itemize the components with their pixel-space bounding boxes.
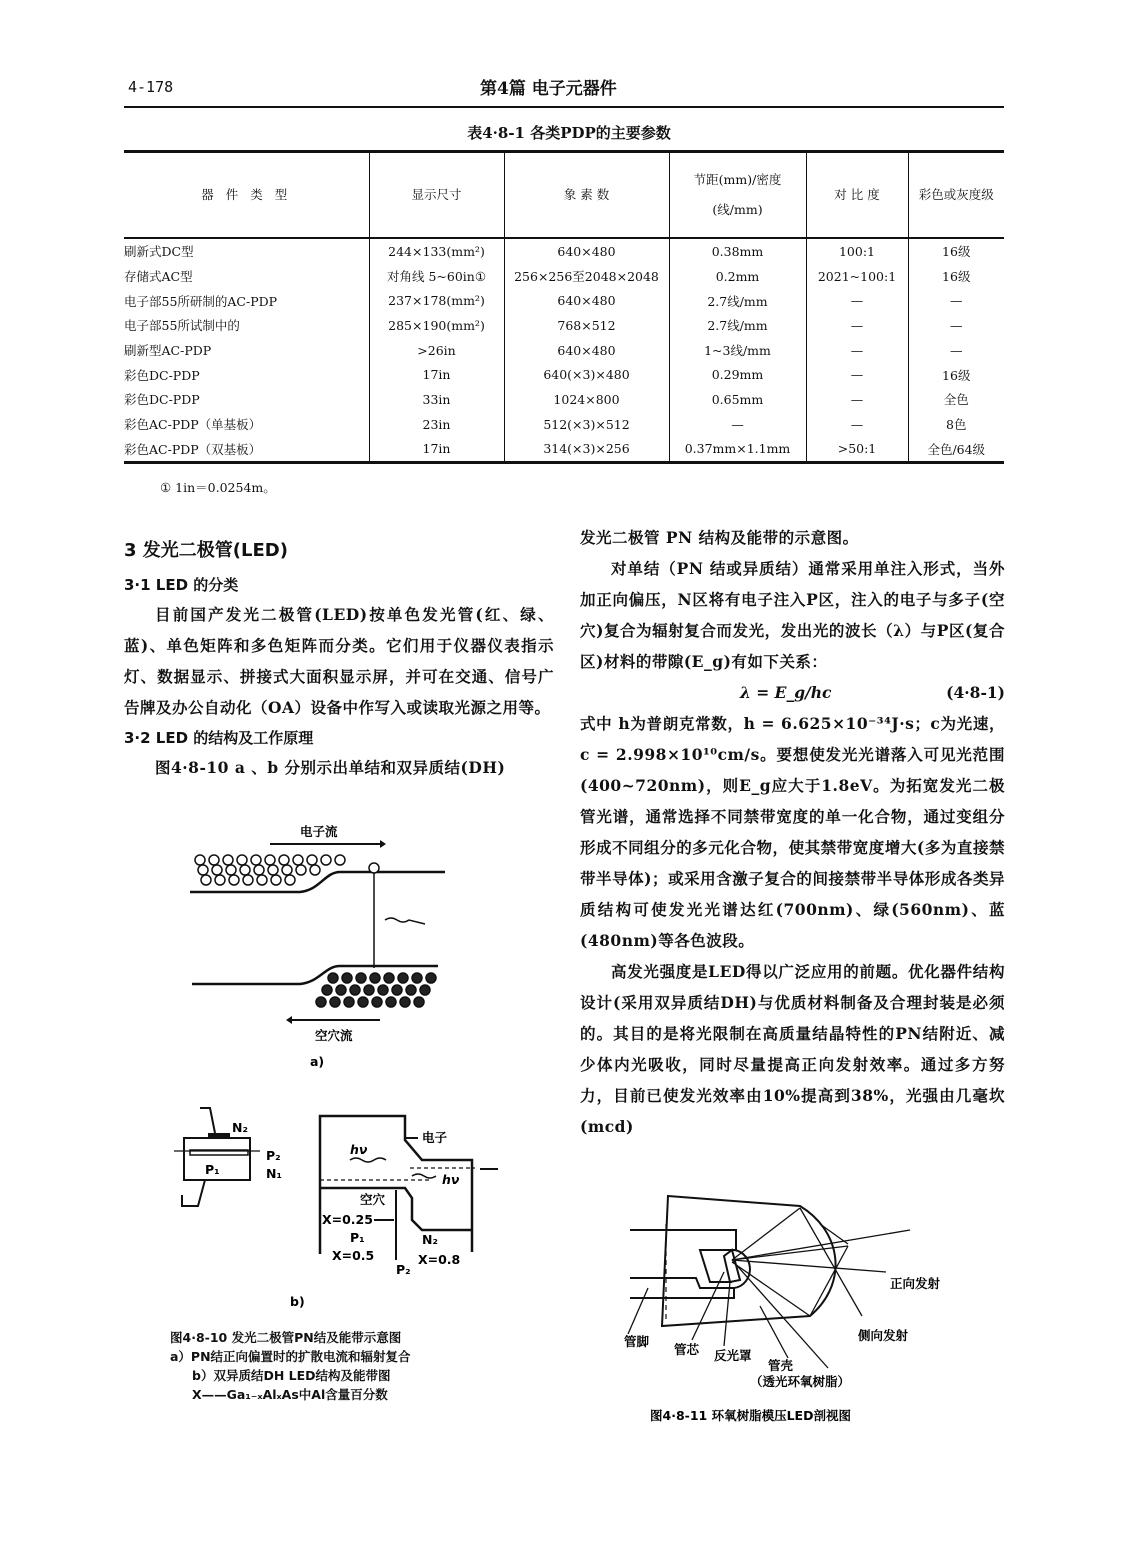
label-reflector: 反光罩 (714, 1348, 752, 1363)
col-pitch: 节距(mm)/密度 (线/mm) (669, 152, 806, 239)
carrier-dot (229, 875, 239, 885)
part-title: 第4篇 电子元器件 (480, 79, 617, 99)
table-cell: 0.65mm (669, 387, 806, 412)
carrier-dot (350, 985, 360, 995)
carrier-dot (240, 865, 250, 875)
carrier-dot (398, 973, 408, 983)
paragraph-led-classification: 目前国产发光二极管(LED)按单色发光管(红、绿、蓝)、单色矩阵和多色矩阵而分类。它们用于仪器仪表指示灯、数据显示、拼接式大面积显示屏，并可在交通、信号广告牌及办公自动化（OA）设备中作写入或读取光源之用等。 (124, 605, 554, 717)
table-row (124, 288, 1004, 313)
carrier-dot (384, 973, 394, 983)
label-p1-band: P₁ (350, 1230, 365, 1245)
table-cell: 244×133(mm²) (369, 238, 504, 264)
carrier-dot (336, 985, 346, 995)
carrier-dot (195, 855, 205, 865)
table-row (124, 238, 1004, 264)
carrier-dot (296, 865, 306, 875)
figure-4-8-10a-band-diagram (170, 810, 470, 1080)
electron-dots (195, 855, 379, 885)
table-cell: 640×480 (504, 338, 669, 363)
carrier-dot (344, 997, 354, 1007)
formula-expression: λ = E_g/hc (740, 683, 832, 702)
carrier-dot (370, 973, 380, 983)
table-cell: — (806, 288, 908, 313)
table-cell: 16级 (908, 362, 1004, 387)
paragraph-constants: 式中 h为普朗克常数，h = 6.625×10⁻³⁴J·s；c为光速，c = 2.998×10¹⁰cm/s。要想使发光光谱落入可见光范围(400~720nm)，则E_g应大于1.8eV。为拓宽发光二极管光谱，通常选择不同禁带宽度的单一化合物，通过变组分形成不同组分的多元化合物，使其禁带宽度增大(多为直接禁带半导体)；或采用含激子复合的间接禁带半导体形成各类异质结构可使发光光谱达红(700nm)、绿(560nm)、蓝(480nm)等各色波段。 (580, 714, 1005, 950)
table-cell: 640×480 (504, 238, 669, 264)
formula-4-8-1 (580, 677, 1005, 708)
table-cell: 314(×3)×256 (504, 437, 669, 463)
label-leads: 管脚 (624, 1334, 650, 1349)
table-cell: 17in (369, 362, 504, 387)
table-cell: 768×512 (504, 313, 669, 338)
photon-wave-icon (385, 918, 425, 924)
table-cell: 16级 (908, 264, 1004, 289)
pdp-parameters-table (124, 150, 1004, 464)
figure-4-8-10b-dh-structure (160, 1090, 520, 1320)
label-forward-emission: 正向发射 (890, 1276, 941, 1291)
label-n2-band: N₂ (422, 1232, 438, 1247)
carrier-dot (215, 875, 225, 885)
carrier-dot (237, 855, 247, 865)
carrier-dot (342, 973, 352, 983)
label-shell: 管壳 (768, 1358, 794, 1373)
figure-4-8-11-led-cross-section (600, 1180, 1020, 1430)
table-cell: 1024×800 (504, 387, 669, 412)
table-cell: 0.38mm (669, 238, 806, 264)
table-cell: 刷新式DC型 (124, 244, 194, 260)
table-cell: 2021~100:1 (806, 264, 908, 289)
hole-flow-label: 空穴流 (315, 1028, 353, 1043)
left-column (124, 530, 554, 783)
label-hv-1: hν (350, 1142, 368, 1157)
table-cell: — (806, 338, 908, 363)
table-cell: 0.37mm×1.1mm (669, 437, 806, 463)
table-cell: 存储式AC型 (124, 269, 193, 285)
label-n1: N₁ (266, 1166, 282, 1181)
label-hole: 空穴 (360, 1192, 386, 1207)
label-chip: 管芯 (674, 1342, 700, 1357)
carrier-dot (420, 985, 430, 995)
label-p2-band: P₂ (396, 1262, 411, 1277)
carrier-dot (282, 865, 292, 875)
carrier-dot (378, 985, 388, 995)
table-row (124, 313, 1004, 338)
label-p2: P₂ (266, 1148, 281, 1163)
table-cell: — (806, 362, 908, 387)
table-cell: >26in (369, 338, 504, 363)
light-rays (732, 1208, 910, 1368)
paragraph-luminous-intensity: 高发光强度是LED得以广泛应用的前题。优化器件结构设计(采用双异质结DH)与优质材料制备及合理封装是必须的。其目的是将光限制在高质量结晶特性的PN结附近、减少体内光吸收，同时尽量提高正向发射效率。通过多方努力，目前已使发光效率由10%提高到38%，光强由几毫坎(mcd) (580, 962, 1005, 1136)
table-cell: 640(×3)×480 (504, 362, 669, 387)
carrier-dot (372, 997, 382, 1007)
label-hv-2: hν (442, 1172, 460, 1187)
top-lead (200, 1108, 215, 1133)
paragraph-led-structure: 图4·8-10 a 、b 分别示出单结和双异质结(DH) (155, 758, 506, 777)
carrier-dot (364, 985, 374, 995)
table-cell: — (908, 338, 1004, 363)
carrier-dot (412, 973, 422, 983)
table-cell: 256×256至2048×2048 (504, 264, 669, 289)
col-gray-level: 彩色或灰度级 (908, 152, 1004, 239)
header-rule (124, 106, 1004, 108)
table-cell: 彩色AC-PDP（单基板） (124, 417, 262, 433)
table-cell: 全色/64级 (908, 437, 1004, 463)
label-p1: P₁ (205, 1162, 220, 1177)
carrier-dot (321, 855, 331, 865)
right-column (580, 522, 1005, 1142)
label-electron: 电子 (422, 1130, 448, 1145)
section-3-heading: 3 发光二极管(LED) (124, 540, 288, 561)
carrier-dot (226, 865, 236, 875)
col-pixels: 象 素 数 (504, 152, 669, 239)
section-3-1-heading: 3·1 LED 的分类 (124, 576, 239, 594)
carrier-dot (209, 855, 219, 865)
carrier-dot (212, 865, 222, 875)
table-cell: 237×178(mm²) (369, 288, 504, 313)
caption-line-b: b）双异质结DH LED结构及能带图 (192, 1368, 391, 1383)
table-cell: 刷新型AC-PDP (124, 343, 212, 359)
carrier-dot (356, 973, 366, 983)
label-x-05: X=0.5 (332, 1248, 375, 1263)
figure-b-label: b) (290, 1294, 305, 1309)
carrier-dot (328, 973, 338, 983)
carrier-dot (268, 865, 278, 875)
table-row (124, 387, 1004, 412)
table-cell: 全色 (908, 387, 1004, 412)
electron-flow-label: 电子流 (300, 824, 338, 839)
carrier-dot (254, 865, 264, 875)
label-side-emission: 侧向发射 (858, 1328, 909, 1343)
table-cell: — (806, 387, 908, 412)
table-cell: 电子部55所试制中的 (124, 318, 240, 334)
caption-title: 图4·8-10 发光二极管PN结及能带示意图 (170, 1330, 402, 1345)
table-cell: 2.7线/mm (669, 288, 806, 313)
col-contrast: 对 比 度 (806, 152, 908, 239)
table-cell: 1~3线/mm (669, 338, 806, 363)
table-cell: 彩色AC-PDP（双基板） (124, 441, 262, 457)
carrier-dot (322, 985, 332, 995)
table-cell: 电子部55所研制的AC-PDP (124, 293, 278, 309)
table-title: 表4·8-1 各类PDP的主要参数 (467, 124, 671, 142)
carrier-dot (293, 855, 303, 865)
table-cell: 彩色DC-PDP (124, 367, 200, 383)
carrier-dot (279, 855, 289, 865)
bottom-lead (182, 1180, 205, 1206)
carrier-dot (201, 875, 211, 885)
table-cell: — (908, 313, 1004, 338)
carrier-dot (358, 997, 368, 1007)
lead-upper (630, 1230, 736, 1282)
carrier-dot (243, 875, 253, 885)
carrier-dot (307, 855, 317, 865)
page-number: 4-178 (128, 78, 174, 96)
table-cell: 285×190(mm²) (369, 313, 504, 338)
carrier-dot (406, 985, 416, 995)
figure-4-8-11-caption: 图4·8-11 环氧树脂模压LED剖视图 (650, 1408, 851, 1423)
table-row (124, 362, 1004, 387)
label-shell-note: （透光环氧树脂） (750, 1374, 851, 1389)
table-cell: — (908, 288, 1004, 313)
carrier-dot (198, 865, 208, 875)
carrier-dot (386, 997, 396, 1007)
carrier-dot (426, 973, 436, 983)
label-x-025: X=0.25 (322, 1212, 373, 1227)
figure-a-label: a) (310, 1054, 325, 1069)
table-cell: 100:1 (806, 238, 908, 264)
carrier-dot (310, 865, 320, 875)
table-row (124, 264, 1004, 289)
carrier-dot (392, 985, 402, 995)
carrier-dot (257, 875, 267, 885)
carrier-dot (265, 855, 275, 865)
table-cell: >50:1 (806, 437, 908, 463)
table-header-row (124, 152, 1004, 239)
carrier-dot (285, 875, 295, 885)
carrier-dot (335, 855, 345, 865)
table-cell: 640×480 (504, 288, 669, 313)
table-cell: 33in (369, 387, 504, 412)
table-cell: 0.2mm (669, 264, 806, 289)
table-cell: — (806, 412, 908, 437)
carrier-dot (400, 997, 410, 1007)
carrier-dot (330, 997, 340, 1007)
table-cell: 8色 (908, 412, 1004, 437)
table-cell: 彩色DC-PDP (124, 392, 200, 408)
carrier-dot (271, 875, 281, 885)
table-row (124, 412, 1004, 437)
carrier-dot (369, 863, 379, 873)
section-3-2-heading: 3·2 LED 的结构及工作原理 (124, 729, 314, 747)
carrier-dot (414, 997, 424, 1007)
table-cell: — (806, 313, 908, 338)
formula-number: (4·8-1) (946, 683, 1005, 702)
col-display-size: 显示尺寸 (369, 152, 504, 239)
carrier-dot (251, 855, 261, 865)
top-contact (208, 1133, 230, 1138)
caption-line-x: X——Ga₁₋ₓAlₓAs中Al含量百分数 (192, 1387, 388, 1402)
table-cell: 0.29mm (669, 362, 806, 387)
paragraph-single-junction: 对单结（PN 结或异质结）通常采用单注入形式，当外加正向偏压，N区将有电子注入P区，注入的电子与多子(空穴)复合为辐射复合而发光，发出光的波长（λ）与P区(复合区)材料的带隙(E_g)有如下关系： (580, 559, 1005, 671)
col-device-type: 器 件 类 型 (201, 187, 292, 202)
table-cell: 512(×3)×512 (504, 412, 669, 437)
table-cell: 2.7线/mm (669, 313, 806, 338)
table-cell: 17in (369, 437, 504, 463)
table-cell: 对角线 5~60in① (369, 264, 504, 289)
paragraph-continuation: 发光二极管 PN 结构及能带的示意图。 (580, 528, 859, 547)
table-cell: 16级 (908, 238, 1004, 264)
table-row (124, 338, 1004, 363)
carrier-dot (223, 855, 233, 865)
caption-line-a: a）PN结正向偏置时的扩散电流和辐射复合 (170, 1349, 411, 1364)
figure-4-8-10-caption (170, 1328, 411, 1404)
hole-dots (316, 973, 436, 1007)
label-x-08: X=0.8 (418, 1252, 461, 1267)
table-cell: — (669, 412, 806, 437)
table-cell: 23in (369, 412, 504, 437)
carrier-dot (316, 997, 326, 1007)
table-footnote: ① 1in＝0.0254m。 (160, 480, 276, 495)
table-row (124, 437, 1004, 463)
label-n2: N₂ (232, 1120, 248, 1135)
